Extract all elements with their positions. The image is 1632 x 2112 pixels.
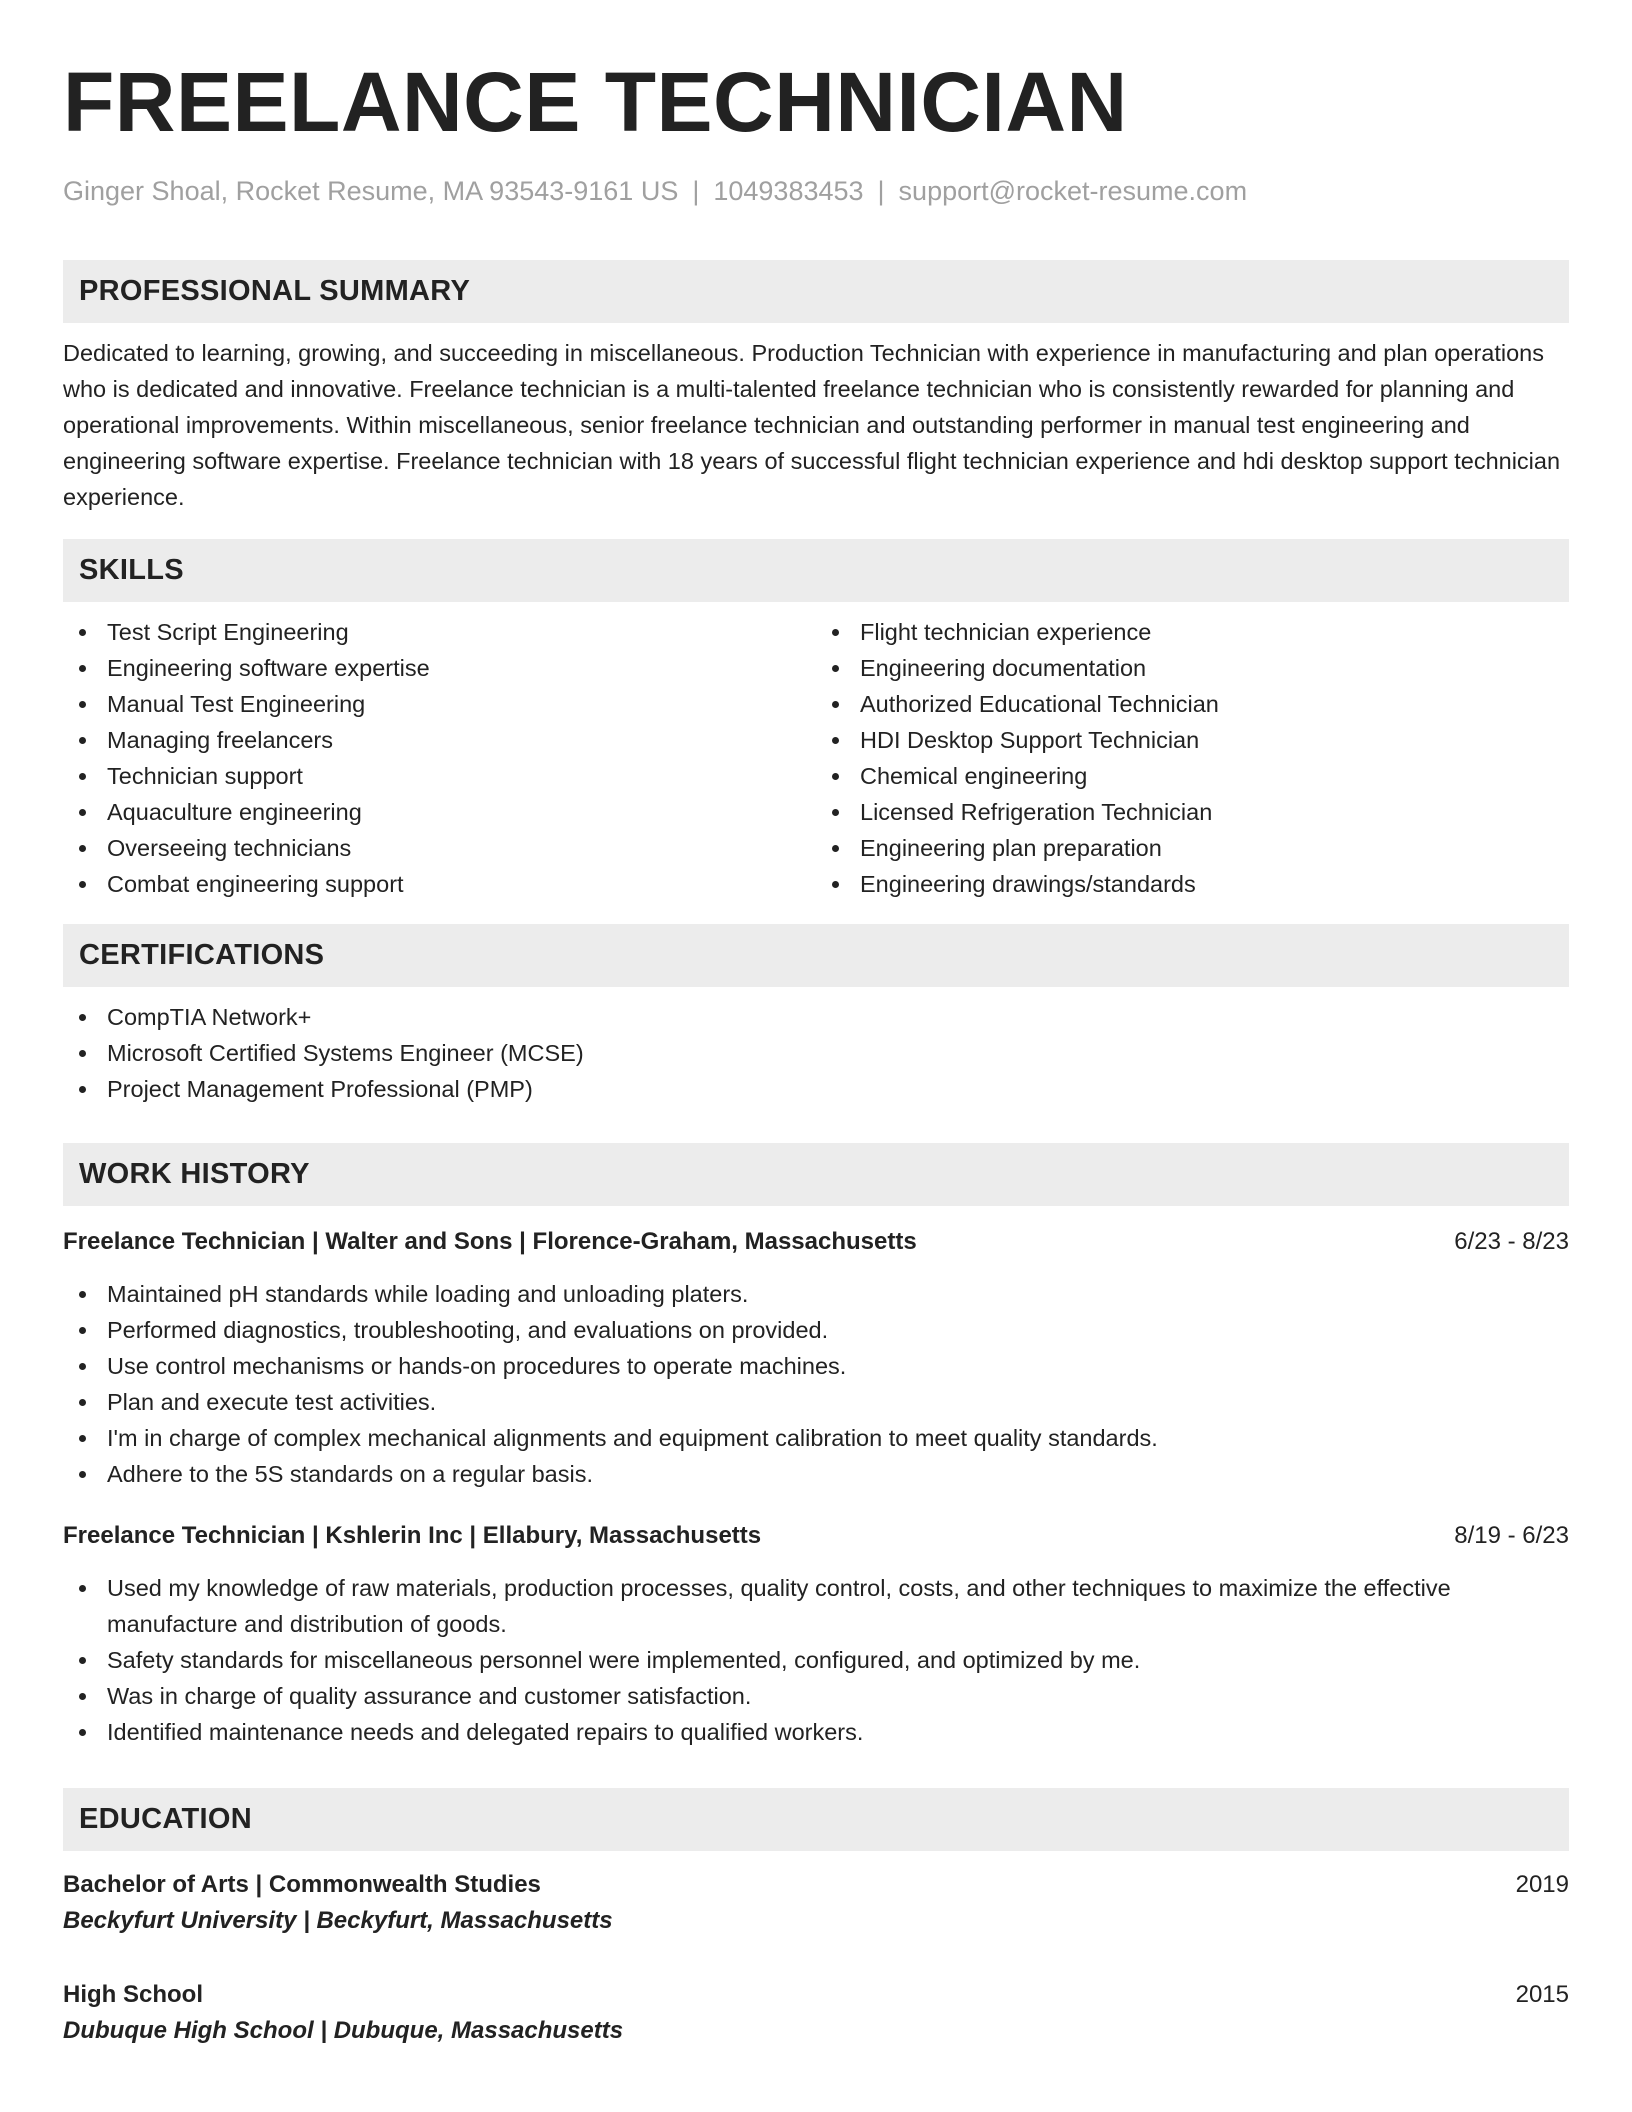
skills-column-left	[63, 614, 816, 902]
section-heading-certifications: CERTIFICATIONS	[63, 924, 1569, 987]
job-bullet: Use control mechanisms or hands-on procedures to operate machines.	[63, 1348, 1569, 1384]
job-bullet: Adhere to the 5S standards on a regular basis.	[63, 1456, 1569, 1492]
skill-item: Engineering documentation	[816, 650, 1569, 686]
school-name: Dubuque High School | Dubuque, Massachusetts	[63, 2017, 624, 2044]
contact-phone: 1049383453	[713, 176, 864, 206]
contact-separator: |	[877, 176, 885, 206]
job-bullet: Used my knowledge of raw materials, production processes, quality control, costs, and other techniques to maximize the effective manufacture and distribution of goods.	[63, 1570, 1539, 1642]
job-bullet: Was in charge of quality assurance and customer satisfaction.	[63, 1678, 1539, 1714]
degree-title: High School	[63, 1981, 203, 2008]
job-dates: 8/19 - 6/23	[1454, 1522, 1569, 1549]
job-bullet: Identified maintenance needs and delegated repairs to qualified workers.	[63, 1714, 1539, 1750]
education-entry	[63, 1867, 1569, 1939]
job-bullet: Performed diagnostics, troubleshooting, and evaluations on provided.	[63, 1312, 1569, 1348]
certification-item: Microsoft Certified Systems Engineer (MCSE)	[63, 1035, 1569, 1071]
section-heading-education: EDUCATION	[63, 1788, 1569, 1851]
job-entry	[63, 1518, 1569, 1750]
job-entry	[63, 1224, 1569, 1492]
skill-item: Overseeing technicians	[63, 830, 816, 866]
job-header	[63, 1518, 1569, 1554]
section-heading-summary: PROFESSIONAL SUMMARY	[63, 260, 1569, 323]
skill-item: Technician support	[63, 758, 816, 794]
skill-item: Chemical engineering	[816, 758, 1569, 794]
skill-item: Authorized Educational Technician	[816, 686, 1569, 722]
skill-item: Test Script Engineering	[63, 614, 816, 650]
job-bullet: Safety standards for miscellaneous personnel were implemented, configured, and optimized by me.	[63, 1642, 1539, 1678]
section-heading-skills: SKILLS	[63, 539, 1569, 602]
education-header	[63, 1867, 1569, 1903]
job-dates: 6/23 - 8/23	[1454, 1228, 1569, 1255]
skill-item: Engineering plan preparation	[816, 830, 1569, 866]
education-year: 2015	[1515, 1981, 1569, 2008]
job-bullet: Plan and execute test activities.	[63, 1384, 1569, 1420]
skills-column-right	[816, 614, 1569, 902]
school-name: Beckyfurt University | Beckyfurt, Massachusetts	[63, 1907, 613, 1934]
skills-list	[63, 614, 1569, 902]
degree-title: Bachelor of Arts | Commonwealth Studies	[63, 1871, 541, 1898]
job-bullet: I'm in charge of complex mechanical alignments and equipment calibration to meet quality standards.	[63, 1420, 1569, 1456]
summary-text: Dedicated to learning, growing, and succeeding in miscellaneous. Production Technician with experience in manufacturing and plan operations who is dedicated and innovative. Freelance technician is a multi-talented freelance technician who is consistently rewarded for planning and operational improvements. Within miscellaneous, senior freelance technician and outstanding performer in manual test engineering and engineering software expertise. Freelance technician with 18 years of successful flight technician experience and hdi desktop support technician experience.	[63, 340, 1561, 510]
certification-item: CompTIA Network+	[63, 999, 1569, 1035]
job-bullet: Maintained pH standards while loading and unloading platers.	[63, 1276, 1569, 1312]
job-bullets	[63, 1276, 1569, 1492]
section-heading-work-history: WORK HISTORY	[63, 1143, 1569, 1206]
job-title: Freelance Technician | Kshlerin Inc | Ellabury, Massachusetts	[63, 1522, 762, 1549]
skill-item: Managing freelancers	[63, 722, 816, 758]
skill-item: HDI Desktop Support Technician	[816, 722, 1569, 758]
job-title: Freelance Technician | Walter and Sons | Florence-Graham, Massachusetts	[63, 1228, 917, 1255]
certification-item: Project Management Professional (PMP)	[63, 1071, 1569, 1107]
education-header	[63, 1977, 1569, 2013]
education-entry	[63, 1977, 1569, 2049]
contact-line	[63, 174, 1569, 208]
contact-separator: |	[692, 176, 700, 206]
education-year: 2019	[1515, 1871, 1569, 1898]
skill-item: Engineering software expertise	[63, 650, 816, 686]
skill-item: Engineering drawings/standards	[816, 866, 1569, 902]
skill-item: Licensed Refrigeration Technician	[816, 794, 1569, 830]
contact-address: Ginger Shoal, Rocket Resume, MA 93543-9161 US	[63, 176, 679, 206]
certifications-list	[63, 999, 1569, 1107]
skill-item: Aquaculture engineering	[63, 794, 816, 830]
resume-name: FREELANCE TECHNICIAN	[63, 55, 1128, 149]
job-header	[63, 1224, 1569, 1260]
job-bullets	[63, 1570, 1569, 1750]
skill-item: Manual Test Engineering	[63, 686, 816, 722]
contact-email[interactable]: support@rocket-resume.com	[898, 176, 1248, 206]
skill-item: Combat engineering support	[63, 866, 816, 902]
skill-item: Flight technician experience	[816, 614, 1569, 650]
